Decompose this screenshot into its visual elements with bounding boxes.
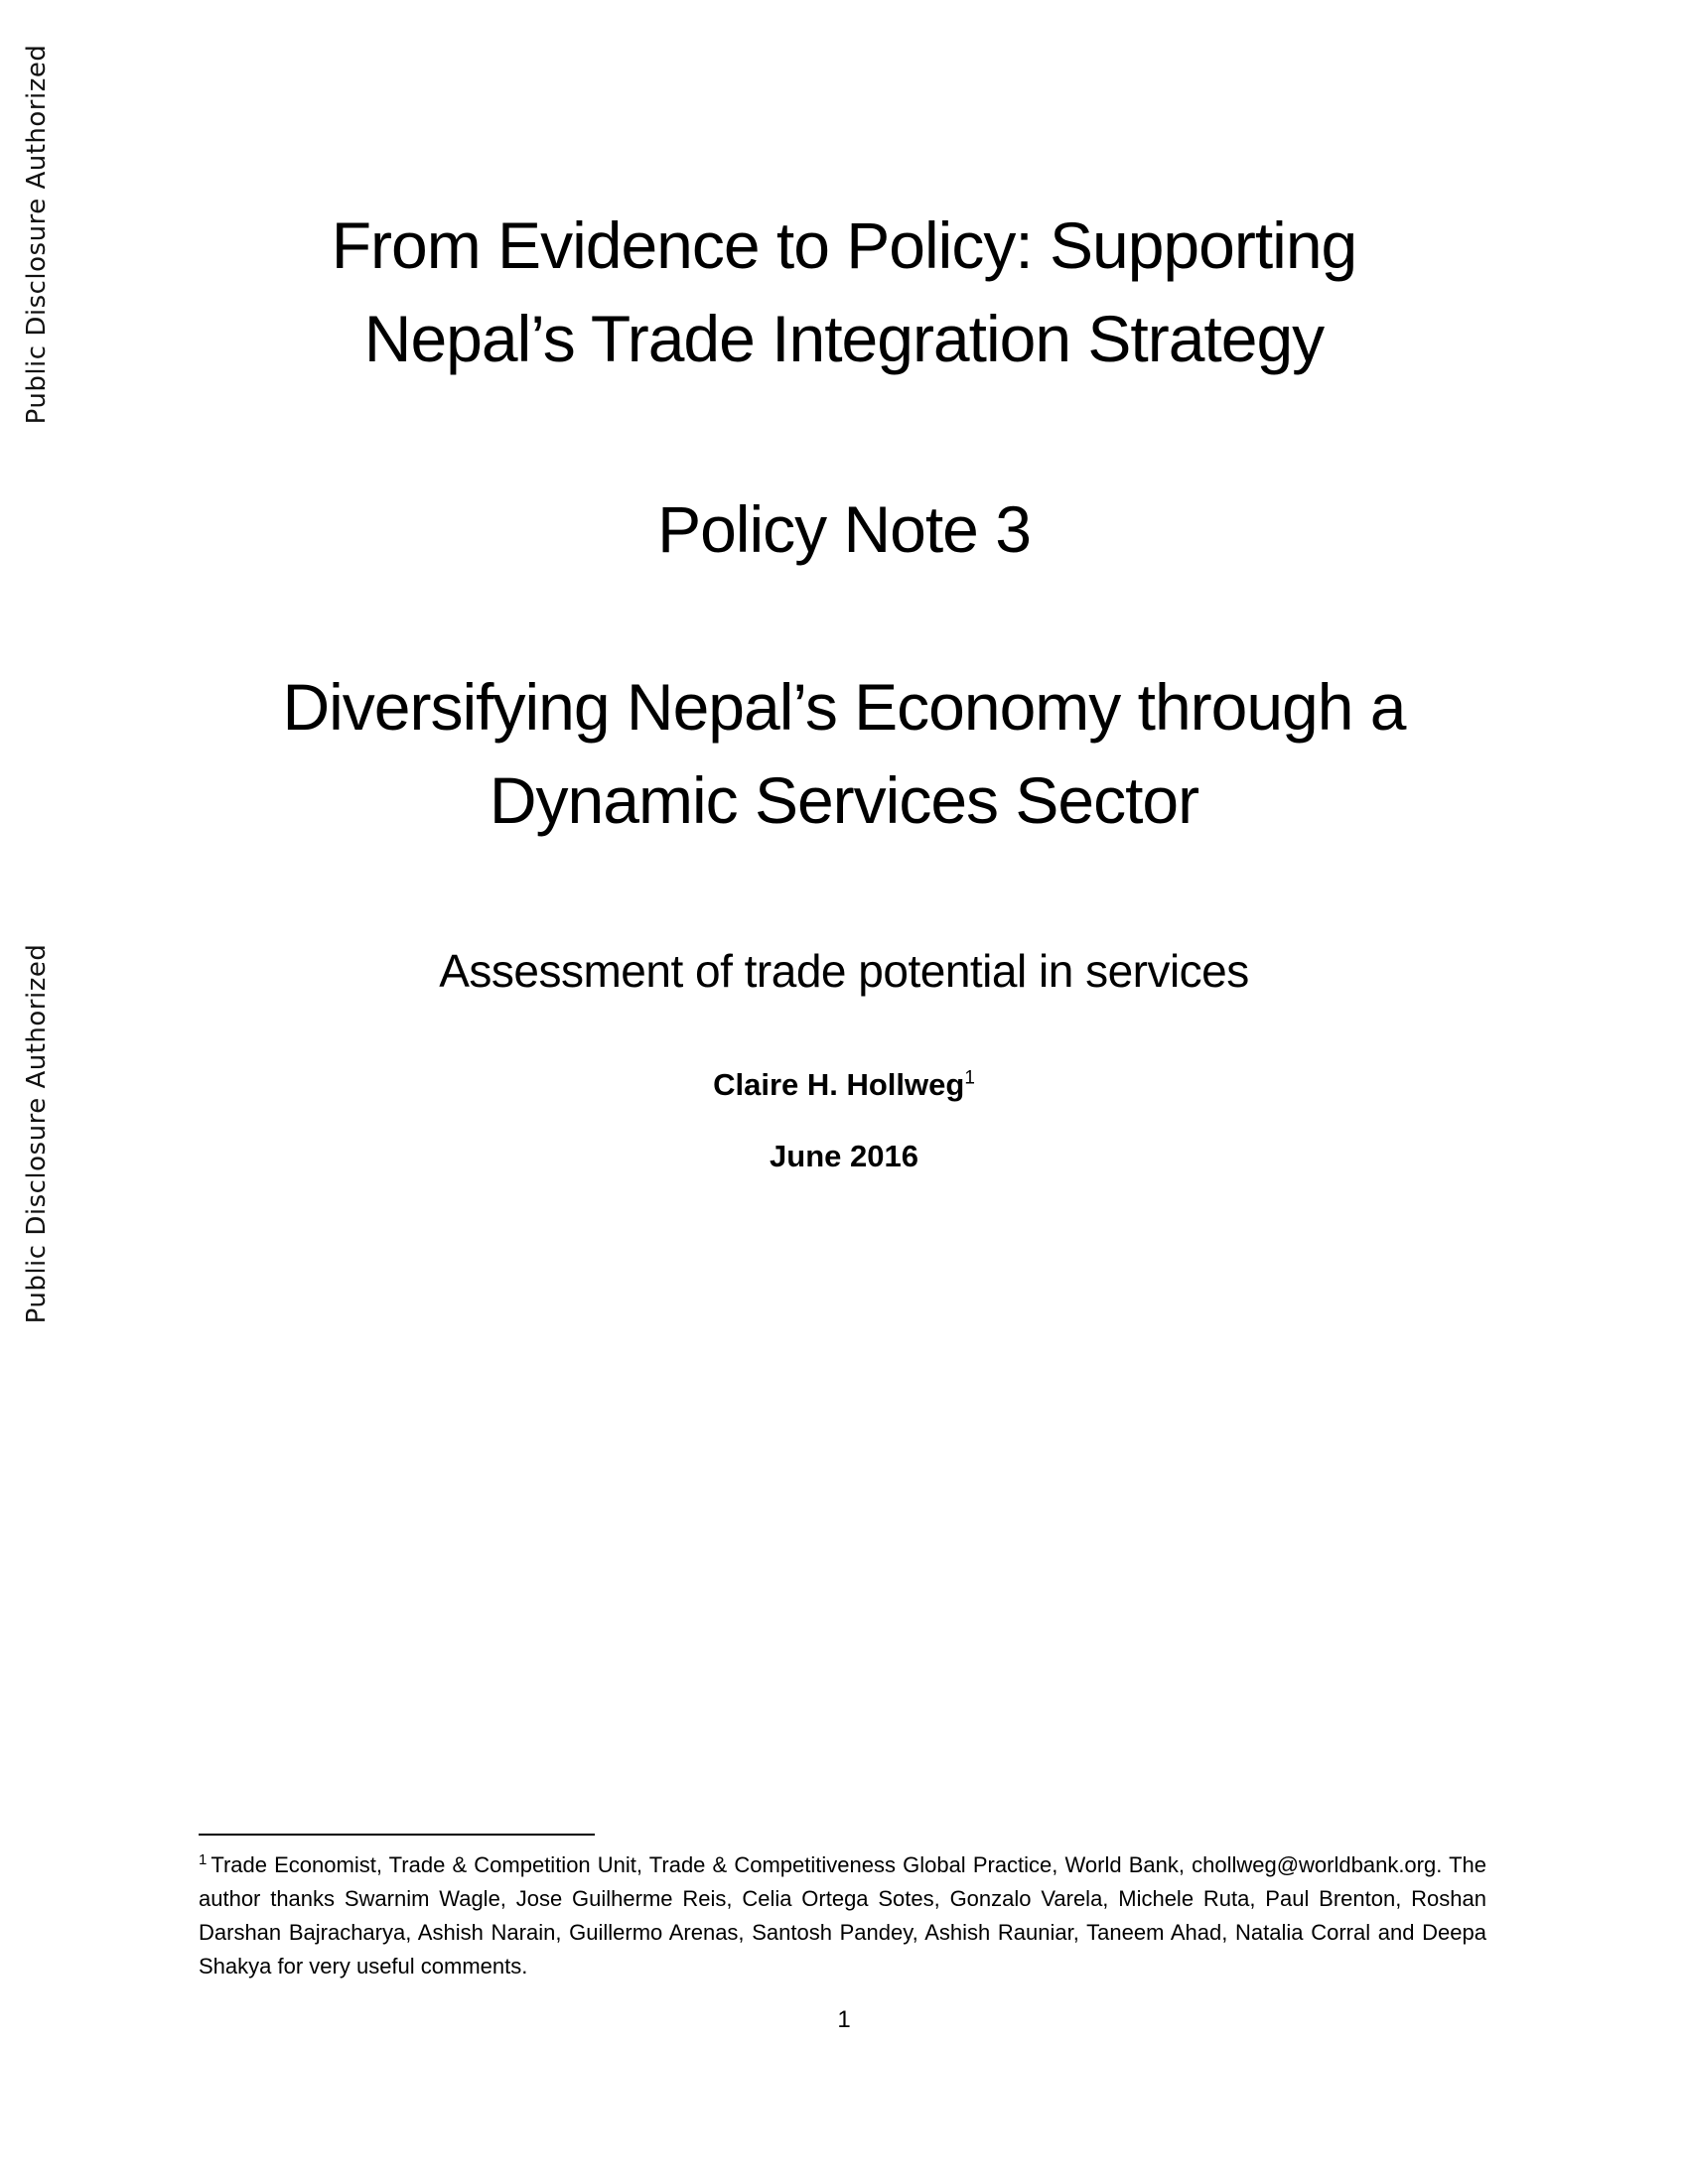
policy-note-label-text: Policy Note 3 xyxy=(657,492,1031,566)
document-subtitle: Assessment of trade potential in services xyxy=(439,945,1249,997)
policy-note-label xyxy=(149,482,1539,576)
document-title-line-2: Nepal’s Trade Integration Strategy xyxy=(363,302,1325,375)
publication-date: June 2016 xyxy=(770,1139,918,1173)
footnote-text: Trade Economist, Trade & Competition Unit, Trade & Competitiveness Global Practice, World Bank, chollweg@worldbank.org. The author thanks Swarnim Wagle, Jose Guilherme Reis, Celia Ortega Sotes, Gonzalo Varela, Michele Ruta, Paul Brenton, Roshan Darshan Bajracharya, Ashish Narain, Guillermo Arenas, Santosh Pandey, Ashish Rauniar, Taneem Ahad, Natalia Corral and Deepa Shakya for very useful comments. xyxy=(199,1852,1486,1979)
author-name: Claire H. Hollweg xyxy=(713,1067,965,1102)
policy-note-title-line-1: Diversifying Nepal’s Economy through a xyxy=(282,670,1406,744)
disclosure-stamp-text: Public Disclosure Authorized xyxy=(22,44,52,425)
disclosure-stamp-text: Public Disclosure Authorized xyxy=(22,943,52,1324)
footnote xyxy=(199,1848,1486,1983)
policy-note-title xyxy=(149,660,1539,847)
page-number: 1 xyxy=(837,2006,851,2033)
author-line xyxy=(149,1065,1539,1105)
footnote-marker: 1 xyxy=(199,1850,208,1868)
document-title-line-1: From Evidence to Policy: Supporting xyxy=(331,208,1357,282)
footnote-separator xyxy=(199,1834,595,1836)
policy-note-title-line-2: Dynamic Services Sector xyxy=(489,763,1199,837)
author-footnote-marker: 1 xyxy=(964,1067,975,1089)
document-title xyxy=(149,199,1539,385)
